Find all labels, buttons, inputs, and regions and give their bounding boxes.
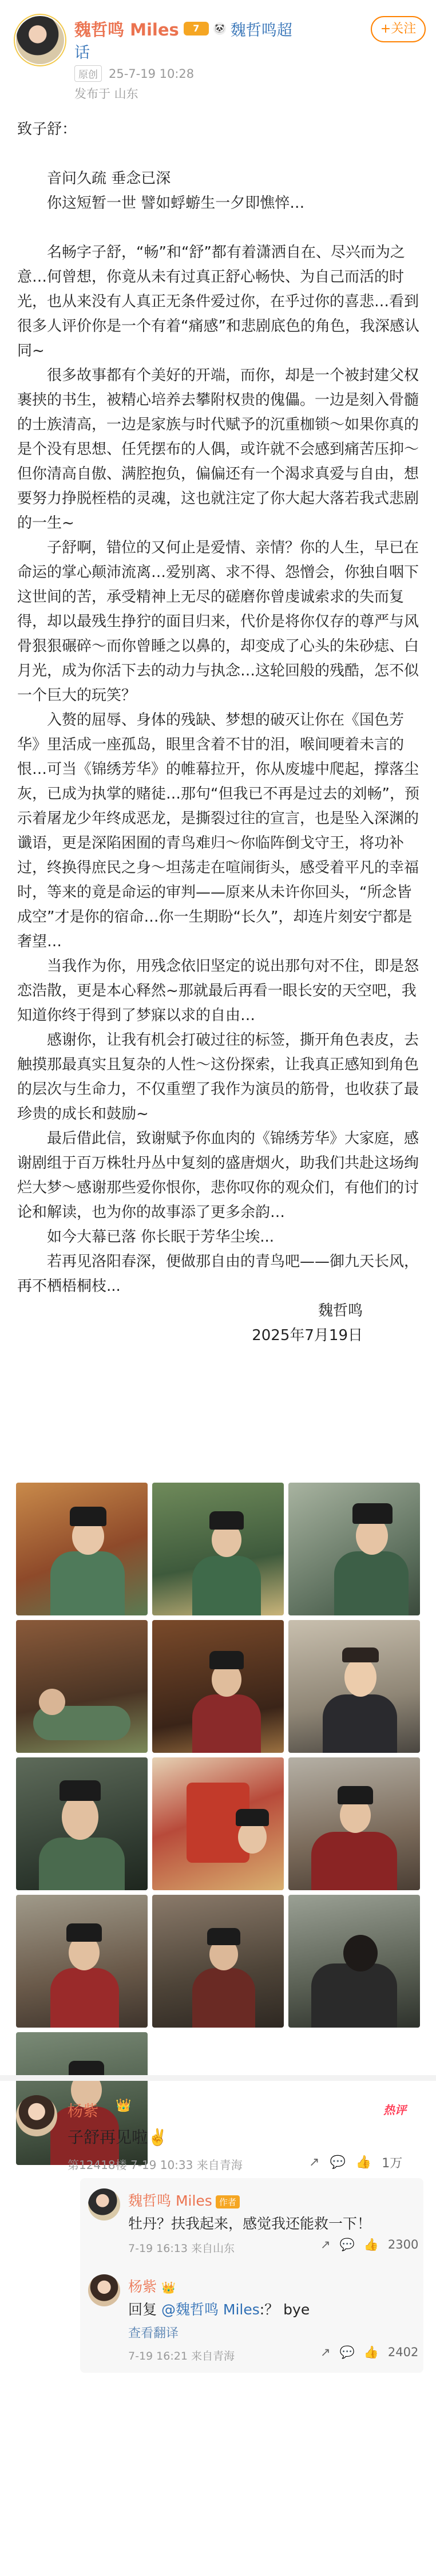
paragraph-9: 若再见洛阳春深，便做那自由的青鸟吧——御九天长风，再不栖梧桐枝... [17, 1253, 419, 1295]
comment-meta: 第12418楼 7-19 10:33 来自青海 [68, 2158, 243, 2172]
reply-author-name[interactable] [128, 2275, 176, 2296]
photo-1[interactable] [16, 1483, 148, 1615]
comment-icon[interactable]: 💬 [339, 2345, 355, 2359]
comment-divider [0, 2075, 436, 2081]
signature: 魏哲鸣 [318, 1302, 363, 1319]
translate-link[interactable]: 查看翻译 [128, 2326, 179, 2341]
poem-line-1: 音问久疏 垂念已深 [47, 170, 171, 187]
reply-actions [320, 2238, 418, 2252]
post-location: 发布于 山东 [74, 87, 138, 101]
reply-author-name-text: 魏哲鸣 Miles [128, 2192, 212, 2209]
reply-author-name-text: 杨紫 [128, 2278, 157, 2295]
comment-actions [309, 2154, 402, 2171]
author-avatar[interactable] [16, 16, 64, 64]
author-tag: 作者 [216, 2195, 240, 2208]
reply-meta: 7-19 16:21 来自青海 [128, 2350, 235, 2362]
like-count: 1万 [382, 2156, 403, 2171]
photo-3[interactable] [288, 1483, 420, 1615]
hot-comment-tag: 热评 [383, 2103, 406, 2117]
comment-icon[interactable]: 💬 [330, 2155, 346, 2170]
post-header [0, 0, 436, 109]
photo-4[interactable] [16, 1620, 148, 1753]
crown-badge-icon: 👑 [116, 2099, 132, 2113]
photo-9[interactable] [288, 1757, 420, 1890]
comment-text: 子舒再见啦✌️ [68, 2128, 168, 2147]
post-meta [74, 65, 194, 82]
paragraph-4: 入赘的屈辱、身体的残缺、梦想的破灭让你在《国色芳华》里活成一座孤岛，眼里含着不甘的泪，喉间哽着未言的恨…可当《锦绣芳华》的帷幕拉开，你从废墟中爬起，撑落尘灰，已成为执掌的赌徒…那句“但我已不再是过去的刘畅”，预示着屠龙少年终成恶龙，是撕裂过往的宣言，也是坠入深渊的谶语，更是深陷困囿的青鸟难归～你临阵倒戈守王，将功补过，终换得庶民之身～坦荡走在喧闹街头，感受着平凡的幸福时，等来的竟是命运的审判——原来从未许你回头，“所念皆成空”才是你的宿命…你一生期盼“长久”，却连片刻安宁都是奢望… [17, 712, 419, 950]
commenter-avatar[interactable] [16, 2095, 57, 2136]
poem-line-2: 你这短暂一世 譬如蜉蝣生一夕即憔悴… [47, 195, 305, 212]
like-icon[interactable]: 👍 [355, 2155, 372, 2170]
reply-prefix: 回复 [128, 2301, 157, 2318]
photo-grid [16, 1483, 420, 2165]
super-topic-link-wrap[interactable]: 话 [74, 44, 90, 62]
photo-5[interactable] [152, 1620, 284, 1753]
reply-meta: 7-19 16:13 来自山东 [128, 2242, 235, 2255]
post-time: 25-7-19 10:28 [109, 66, 195, 81]
reply-text [128, 2298, 310, 2319]
reply-avatar[interactable] [88, 2188, 120, 2221]
vip-badge[interactable]: 7 [184, 22, 209, 35]
photo-2[interactable] [152, 1483, 284, 1615]
photo-8[interactable] [152, 1757, 284, 1890]
share-icon[interactable]: ↗ [309, 2155, 320, 2170]
comment-icon[interactable]: 💬 [339, 2238, 355, 2251]
reply-author-name[interactable] [128, 2190, 240, 2210]
post-content [17, 117, 420, 1348]
reply-thread [80, 2178, 423, 2373]
reply-avatar[interactable] [88, 2274, 120, 2306]
like-count: 2300 [387, 2238, 419, 2251]
paragraph-3: 子舒啊，错位的又何止是爱情、亲情？你的人生，早已在命运的掌心颠沛流离…爱别离、求不得、怨憎会，你独自咽下这世间的苦，承受精神上无尽的磋磨你曾虔诚索求的失而复得，却以最残生挣狞的面目归来，代价是将你仅存的尊严与风骨狠狠碾碎～而你曾睡之以鼻的，却变成了心头的朱砂痣、白月光，成为你活下去的动力与执念…这轮回般的残酷，怎不似一个巨大的玩笑？ [17, 539, 419, 704]
panda-badge-icon: 🐼 [213, 22, 226, 35]
commenter-name[interactable]: 杨紫 [68, 2103, 98, 2120]
reply-suffix: :？ bye [259, 2301, 310, 2318]
photo-10[interactable] [16, 1895, 148, 2028]
paragraph-1: 名畅字子舒，“畅”和“舒”都有着潇洒自在、尽兴而为之意…何曾想，你竟从未有过真正舒心畅快、为自己而活的时光，也从来没有人真正无条件爱过你，在乎过你的喜悲…看到很多人评价你是一个有着“痛感”和悲剧底色的角色，我深感认同~ [17, 244, 419, 359]
super-topic-link[interactable]: 魏哲鸣超 [230, 21, 292, 39]
photo-6[interactable] [288, 1620, 420, 1753]
paragraph-2: 很多故事都有个美好的开端，而你，却是一个被封建父权裹挟的书生，被精心培养去攀附权贵的傀儡。一边是刻入骨髓的士族清高，一边是家族与时代赋予的沉重枷锁～如果你真的是个没有思想、任凭摆布的人偶，或许就不会感到痛苦压抑～但你清高自傲、满腔抱负，偏偏还有一个渴求真爱与自由，想要努力挣脱桎梏的灵魂，这也就注定了你大起大落若我式悲剧的一生~ [17, 367, 419, 532]
paragraph-7: 最后借此信，致谢赋予你血肉的《锦绣芳华》大家庭，感谢剧组于百万株牡丹丛中复刻的盛唐烟火，助我们共赴这场绚烂大梦～感谢那些爱你恨你，悲你叹你的观众们，有他们的讨论和解读，也为你的故事添了更多余韵… [17, 1130, 419, 1221]
mention-link[interactable]: @魏哲鸣 Miles [161, 2301, 260, 2318]
photo-12[interactable] [288, 1895, 420, 2028]
crown-badge-icon: 👑 [161, 2281, 176, 2294]
photo-7[interactable] [16, 1757, 148, 1890]
reply-text: 牡丹？扶我起来，感觉我还能救一下！ [128, 2215, 372, 2232]
paragraph-6: 感谢你，让我有机会打破过往的标签，撕开角色表皮，去触摸那最真实且复杂的人性～这份探索，让我真正感知到角色的层次与生命力，不仅重塑了我作为演员的筋骨，也收获了最珍贵的成长和鼓励~ [17, 1032, 419, 1123]
share-icon[interactable]: ↗ [320, 2238, 331, 2251]
paragraph-8: 如今大幕已落 你长眠于芳华尘埃... [47, 1228, 275, 1246]
like-count: 2402 [387, 2345, 419, 2359]
letter-date: 2025年7月19日 [252, 1327, 363, 1344]
paragraph-5: 当我作为你，用残念依旧坚定的说出那句对不住，即是怒恋浩散，更是本心释然~那就最后再看一眼长安的天空吧，我知道你终于得到了梦寐以求的自由… [17, 958, 419, 1024]
reply-actions [320, 2345, 418, 2360]
like-icon[interactable]: 👍 [363, 2345, 379, 2359]
like-icon[interactable]: 👍 [363, 2238, 379, 2251]
greeting: 致子舒： [17, 121, 77, 138]
photo-11[interactable] [152, 1895, 284, 2028]
original-tag: 原创 [74, 65, 102, 82]
share-icon[interactable]: ↗ [320, 2345, 331, 2359]
author-name[interactable]: 魏哲鸣 Miles [74, 19, 179, 39]
author-line [74, 17, 360, 40]
follow-button[interactable]: +关注 [371, 16, 426, 42]
